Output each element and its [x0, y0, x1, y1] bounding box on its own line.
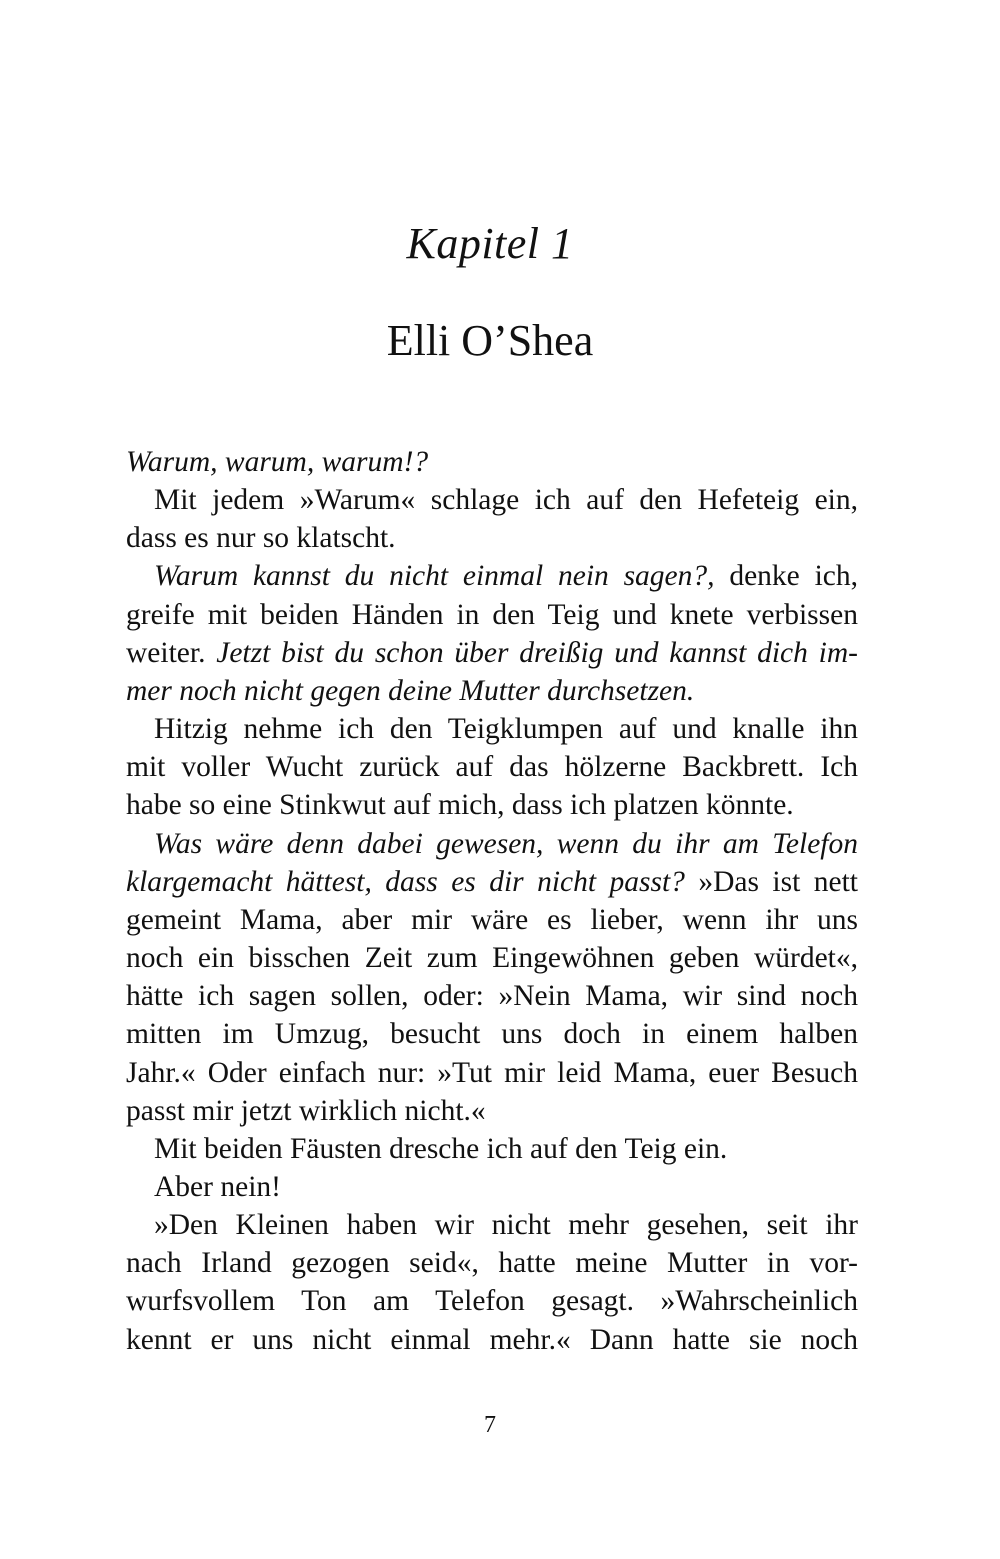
text-line — [126, 825, 858, 863]
text-line — [126, 481, 858, 519]
text-segment: mitten im Umzug, besucht uns doch in einem halben — [126, 1018, 858, 1051]
text-segment: »Das ist nett — [684, 865, 858, 898]
text-line — [126, 596, 858, 634]
text-segment: dass es nur so klatscht. — [126, 522, 396, 555]
italic-text-segment: Warum, warum, warum!? — [126, 446, 429, 478]
chapter-title: Elli O’Shea — [386, 316, 594, 365]
text-line — [126, 1168, 858, 1206]
text-line — [126, 672, 858, 710]
text-line — [126, 1244, 858, 1282]
italic-text-segment: Jetzt bist du schon über dreißig und kannst dich im- — [216, 636, 858, 669]
italic-text-segment: Warum kannst du nicht einmal nein sagen?, — [154, 560, 715, 593]
italic-text-segment: Was wäre denn dabei gewesen, wenn du ihr am Telefon — [154, 827, 858, 860]
text-line — [126, 1206, 858, 1244]
text-segment: hätte ich sagen sollen, oder: »Nein Mama, wir sind noch — [126, 980, 858, 1013]
text-line — [126, 1321, 858, 1359]
text-segment: weiter. — [126, 636, 217, 669]
text-segment: denke ich, — [714, 560, 858, 593]
text-segment: Mit jedem »Warum« schlage ich auf den Hefeteig ein, — [154, 484, 858, 517]
italic-text-segment: mer noch nicht gegen deine Mutter durchsetzen. — [126, 674, 695, 707]
text-segment: greife mit beiden Händen in den Teig und knete verbissen — [126, 598, 858, 631]
text-line — [126, 634, 858, 672]
text-segment: Aber nein! — [154, 1170, 281, 1203]
text-segment: »Den Kleinen haben wir nicht mehr gesehen, seit ihr — [154, 1209, 858, 1242]
text-segment: mit voller Wucht zurück auf das hölzerne Backbrett. Ich — [126, 751, 858, 784]
text-line — [126, 1282, 858, 1320]
text-segment: Jahr.« Oder einfach nur: »Tut mir leid Mama, euer Besuch — [126, 1056, 858, 1089]
text-line — [126, 1092, 858, 1130]
page-number: 7 — [484, 1412, 496, 1438]
text-segment: nach Irland gezogen seid«, hatte meine Mutter in vor- — [126, 1247, 858, 1280]
text-line — [126, 977, 858, 1015]
text-segment: kennt er uns nicht einmal mehr.« Dann hatte sie noch — [126, 1323, 858, 1356]
text-segment: noch ein bisschen Zeit zum Eingewöhnen geben würdet«, — [126, 942, 858, 975]
text-line — [126, 939, 858, 977]
text-line — [126, 786, 858, 824]
text-line — [126, 519, 858, 557]
body-text — [126, 443, 858, 1359]
text-line — [126, 1130, 858, 1168]
text-segment: Hitzig nehme ich den Teigklumpen auf und knalle ihn — [154, 713, 858, 746]
text-line — [126, 1015, 858, 1053]
italic-text-segment: klargemacht hättest, dass es dir nicht passt? — [126, 865, 685, 898]
text-line — [126, 557, 858, 595]
text-line — [126, 901, 858, 939]
text-segment: Mit beiden Fäusten dresche ich auf den Teig ein. — [154, 1132, 728, 1165]
text-segment: passt mir jetzt wirklich nicht.« — [126, 1094, 486, 1127]
chapter-label: Kapitel 1 — [406, 219, 574, 268]
text-line — [126, 710, 858, 748]
text-segment: wurfsvollem Ton am Telefon gesagt. »Wahrscheinlich — [126, 1285, 858, 1318]
text-line — [126, 443, 858, 481]
text-segment: gemeint Mama, aber mir wäre es lieber, wenn ihr uns — [126, 903, 858, 936]
text-segment: habe so eine Stinkwut auf mich, dass ich platzen könnte. — [126, 789, 794, 822]
text-line — [126, 863, 858, 901]
text-line — [126, 1054, 858, 1092]
text-line — [126, 748, 858, 786]
